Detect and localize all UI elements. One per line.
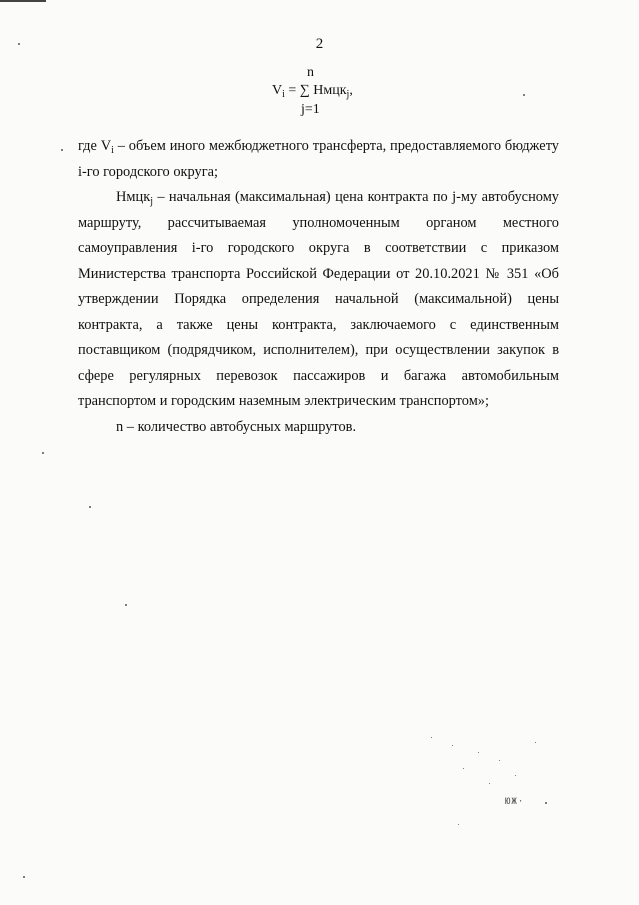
scan-speck [489, 783, 490, 784]
paragraph-subscript: i [111, 145, 114, 156]
scan-speck [452, 745, 453, 746]
scan-speck [42, 452, 44, 454]
formula [272, 66, 372, 124]
scan-speck [61, 149, 63, 151]
scan-speck [499, 760, 500, 761]
scan-speck [515, 775, 516, 776]
stamp-mark: ЮЖ· [505, 797, 525, 807]
scan-speck [458, 824, 459, 825]
scan-speck [463, 768, 464, 769]
page-number: 2 [315, 36, 324, 52]
scan-speck [545, 802, 547, 804]
sum-upper-limit: n [307, 65, 314, 80]
paragraph-text: Нмцк [116, 189, 151, 205]
formula-lhs: V [272, 83, 283, 98]
paragraph-definition-v [78, 134, 559, 185]
scan-speck [23, 876, 25, 878]
formula-lhs-subscript: i [282, 89, 285, 100]
scan-speck [431, 737, 432, 738]
scan-speck [478, 752, 479, 753]
scan-speck [89, 506, 91, 508]
scan-edge-line [0, 0, 46, 2]
paragraph-subscript: j [150, 196, 153, 207]
scan-speck [125, 604, 127, 606]
formula-sum-term: = ∑ Нмцк [284, 83, 347, 98]
formula-term-subscript: j [346, 89, 350, 100]
paragraph-text: где V [78, 138, 112, 154]
scan-speck [18, 43, 20, 45]
sum-lower-limit: j=1 [301, 102, 320, 117]
formula-main-line [272, 84, 353, 102]
scan-speck [523, 94, 525, 96]
paragraph-definition-nmck [78, 185, 559, 415]
paragraph-text: – объем иного межбюджетного трансферта, предоставляемого бюджету i-го городского округа; [78, 138, 559, 180]
formula-tail: , [349, 83, 353, 98]
scan-speck [535, 742, 536, 743]
paragraph-definition-n: n – количество автобусных маршрутов. [116, 419, 357, 435]
paragraph-text: – начальная (максимальная) цена контракта по j-му автобусному маршруту, рассчитываемая уполномоченным органом местного самоуправления i-го городского округа в соответствии с приказом Министерства транспорта Российской Федерации от 20.10.2021 № 351 «Об утверждении Порядка определения начальной (максимальной) цены контракта, а также цены контракта, заключаемого с единственным поставщиком (подрядчиком, исполнителем), при осуществлении закупок в сфере регулярных перевозок пассажиров и багажа автомобильным транспортом и городским наземным электрическим транспортом»; [78, 189, 559, 409]
